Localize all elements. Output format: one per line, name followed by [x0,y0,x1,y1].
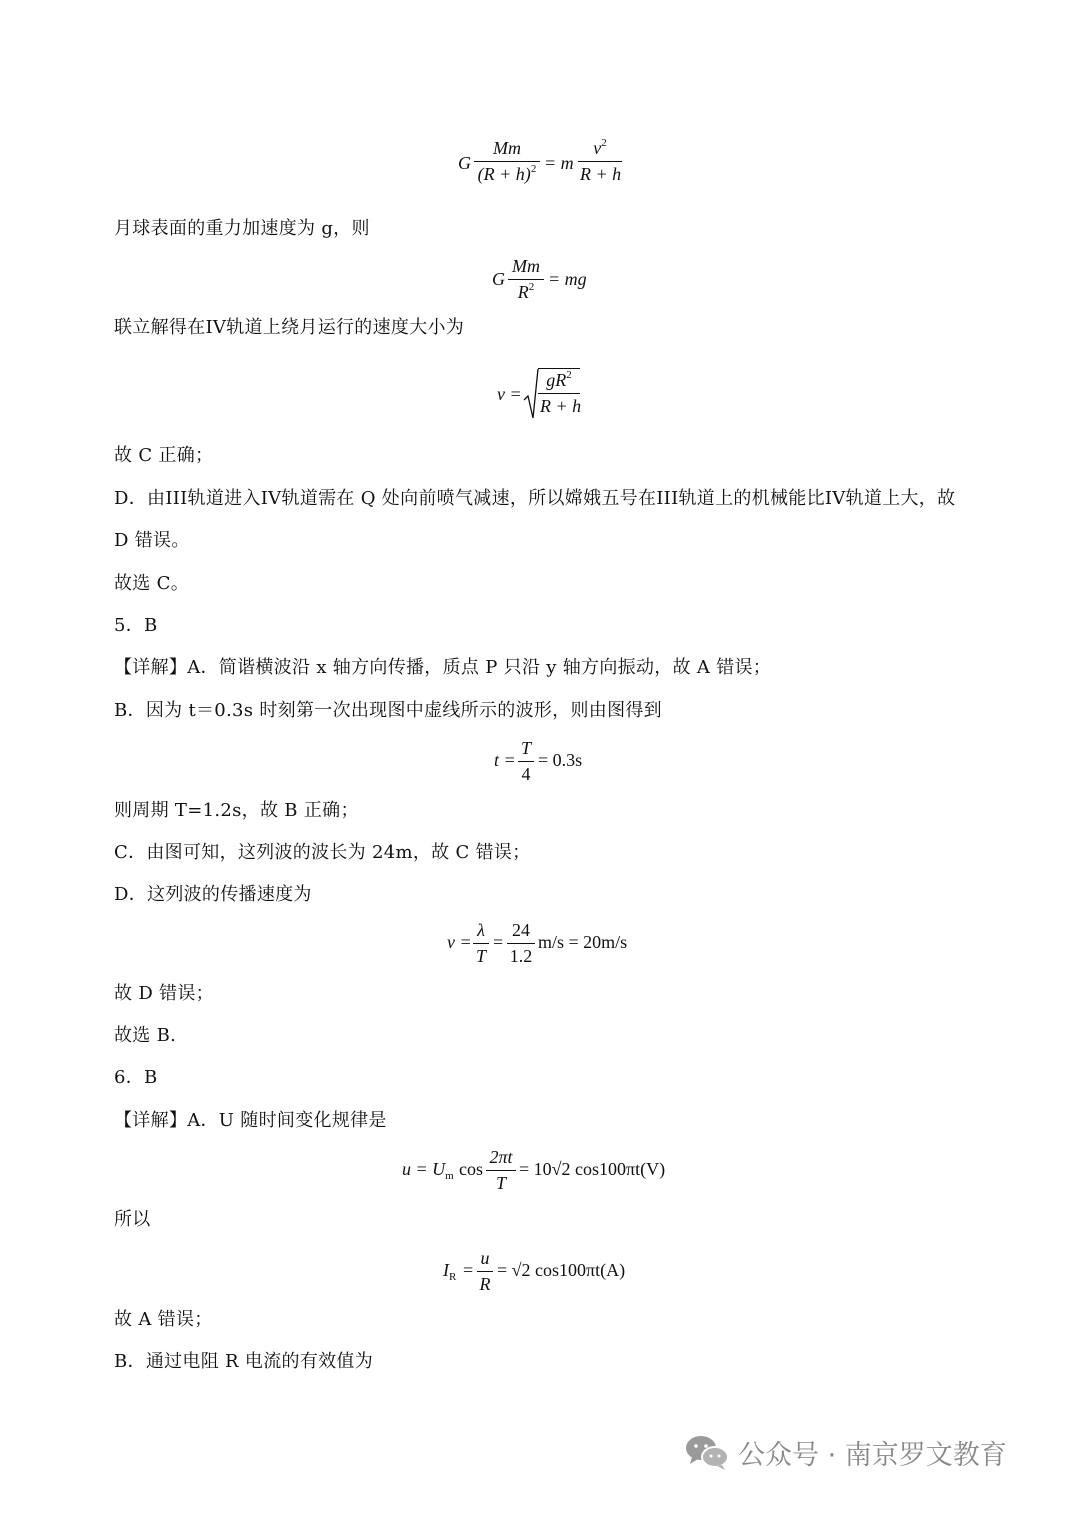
eq-lhs: t = [494,750,516,770]
watermark [684,1430,1007,1474]
eq-exponent: 2 [566,369,572,381]
eq-exponent: 2 [528,281,535,293]
eq-denominator: 4 [521,764,531,784]
equation-voltage [402,1147,692,1197]
eq-rhs: = 0.3s [538,750,583,770]
text-line-5: D 错误。 [114,530,190,551]
eq-numerator: λ [477,920,485,940]
text-line-7: 5．B [114,615,158,636]
eq-denominator: T [495,1173,506,1193]
eq-denominator: R + h [540,396,582,416]
eq-denominator: T [475,946,486,966]
eq-symbol-g: G [492,269,505,289]
text-line-17: 所以 [114,1209,151,1230]
eq-numerator: Mm [512,256,540,276]
eq-numerator: T [520,738,531,758]
text-line-14: 故选 B. [114,1025,177,1046]
text-line-18: 故 A 错误； [114,1309,213,1330]
eq-denominator: R [517,282,529,302]
watermark-text: 公众号 · 南京罗文教育 [738,1439,1007,1471]
eq-numerator-2: 24 [512,920,530,940]
eq-rhs: = √2 cos100πt(A) [497,1260,626,1280]
equation-surface-gravity [492,256,602,308]
eq-lhs-subscript: m [445,1170,454,1182]
eq-symbol-g: G [458,153,471,173]
eq-numerator-2: v [593,138,602,158]
text-line-19: B．通过电阻 R 电流的有效值为 [114,1351,374,1372]
eq-equals: = [463,1260,474,1280]
equation-current [443,1248,663,1298]
eq-lhs: I [443,1260,449,1280]
eq-numerator: 2πt [489,1147,513,1167]
eq-denominator: R [479,1274,491,1294]
eq-lhs: u = U [402,1159,446,1179]
text-line-13: 故 D 错误； [114,983,214,1004]
text-line-4: D．由III轨道进入IV轨道需在 Q 处向前喷气减速，所以嫦娥五号在III轨道上的机械能比IV轨道上大，故 [114,488,956,509]
sqrt-icon [523,368,539,420]
text-line-6: 故选 C。 [114,573,189,594]
eq-rhs: = 10√2 cos100πt(V) [519,1159,666,1179]
equation-gravity-orbit [458,138,628,198]
eq-rhs: m/s = 20m/s [538,932,628,952]
eq-equals-m: = m [544,153,574,173]
text-line-11: C．由图可知，这列波的波长为 24m，故 C 错误； [114,842,531,863]
text-line-8: 【详解】A．简谐横波沿 x 轴方向传播，质点 P 只沿 y 轴方向振动，故 A 错误； [114,657,772,678]
eq-numerator: u [480,1248,490,1268]
text-line-1: 月球表面的重力加速度为 g，则 [114,218,370,239]
equation-wave-speed [447,920,647,970]
text-line-15: 6．B [114,1067,158,1088]
eq-numerator: gR [546,370,567,390]
eq-cos: cos [459,1159,483,1179]
text-line-3: 故 C 正确； [114,445,214,466]
eq-lhs: v = [497,384,522,404]
wechat-icon [684,1432,730,1472]
eq-equals: = [493,932,504,952]
eq-exponent-2: 2 [601,137,607,149]
eq-rhs: = mg [548,269,587,289]
equation-orbit-speed [497,366,597,422]
text-line-16: 【详解】A．U 随时间变化规律是 [114,1110,387,1131]
text-line-9: B．因为 t＝0.3s 时刻第一次出现图中虚线所示的波形，则由图得到 [114,700,662,721]
eq-denominator: (R + h) [477,164,531,184]
eq-exponent: 2 [530,163,537,175]
eq-lhs-subscript: R [449,1271,457,1283]
text-line-10: 则周期 T=1.2s，故 B 正确； [114,800,359,821]
text-line-12: D．这列波的传播速度为 [114,884,312,905]
eq-denominator-2: R + h [580,164,622,184]
equation-quarter-period [494,738,604,788]
text-line-2: 联立解得在IV轨道上绕月运行的速度大小为 [114,317,465,338]
eq-numerator: Mm [493,138,521,158]
eq-denominator-2: 1.2 [509,946,533,966]
eq-lhs: v = [447,932,472,952]
